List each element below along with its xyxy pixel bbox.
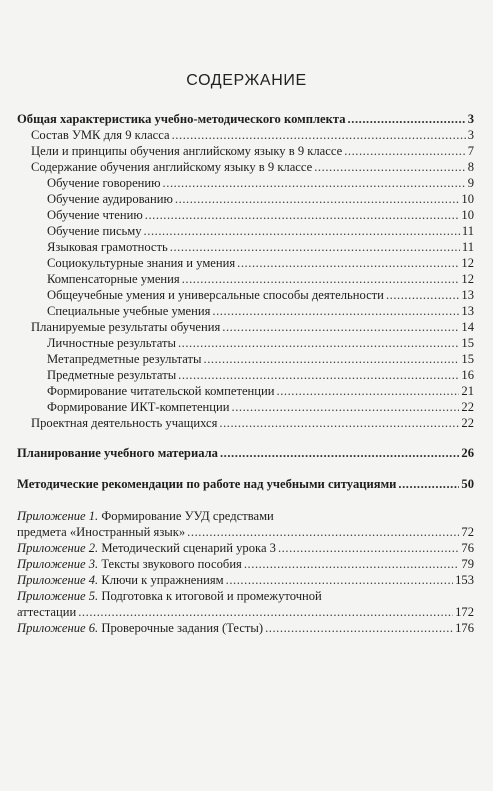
toc-entry-label: Формирование ИКТ-компетенции bbox=[47, 400, 230, 414]
leader-dots bbox=[178, 335, 459, 351]
leader-dots bbox=[278, 540, 459, 556]
toc-entry-label: Обучение говорению bbox=[47, 176, 161, 190]
toc-entry-appendix-5[interactable] bbox=[17, 588, 474, 604]
toc-entry-language-literacy[interactable] bbox=[47, 239, 474, 255]
toc-page-number: 12 bbox=[461, 256, 474, 270]
toc-entry-special-skills[interactable] bbox=[47, 303, 474, 319]
toc-page-number: 11 bbox=[461, 240, 474, 254]
toc-entry-label: Формирование читательской компетенции bbox=[47, 384, 275, 398]
toc-entry-appendix-5-cont[interactable] bbox=[17, 604, 474, 620]
toc-entry-label bbox=[17, 556, 242, 572]
appendix-title: Тексты звукового пособия bbox=[101, 557, 242, 571]
toc-entry-label: Методические рекомендации по работе над учебными ситуациями bbox=[17, 477, 397, 491]
leader-dots bbox=[172, 127, 466, 143]
leader-dots bbox=[145, 207, 460, 223]
toc-entry-material-planning[interactable] bbox=[17, 445, 474, 461]
appendix-title: Формирование УУД средствами bbox=[101, 509, 274, 523]
toc-entry-general-characteristics[interactable] bbox=[17, 111, 474, 127]
leader-dots bbox=[204, 351, 460, 367]
appendix-prefix: Приложение 3. bbox=[17, 557, 99, 571]
toc-entry-label: Цели и принципы обучения английскому языку в 9 классе bbox=[31, 144, 343, 158]
toc-entry-personal-results[interactable] bbox=[47, 335, 474, 351]
toc-entry-umk-composition[interactable] bbox=[31, 127, 474, 143]
toc-entry-listening[interactable] bbox=[47, 191, 474, 207]
leader-dots bbox=[182, 271, 460, 287]
toc-entry-appendix-1[interactable] bbox=[17, 508, 474, 524]
toc-entry-label: Специальные учебные умения bbox=[47, 304, 211, 318]
leader-dots bbox=[144, 223, 460, 239]
toc-entry-content-of-teaching[interactable] bbox=[31, 159, 474, 175]
toc-page-number: 10 bbox=[461, 208, 474, 222]
toc-page-number: 3 bbox=[467, 128, 474, 142]
toc-entry-speaking[interactable] bbox=[47, 175, 474, 191]
leader-dots bbox=[398, 476, 459, 492]
toc-entry-metasubject-results[interactable] bbox=[47, 351, 474, 367]
toc-page-number: 153 bbox=[455, 573, 474, 587]
toc-entry-label: Общеучебные умения и универсальные способы деятельности bbox=[47, 288, 384, 302]
appendix-title: Методический сценарий урока 3 bbox=[101, 541, 276, 555]
toc-page-number: 9 bbox=[467, 176, 474, 190]
toc-page-number: 72 bbox=[461, 525, 474, 539]
appendix-title: Проверочные задания (Тесты) bbox=[101, 621, 264, 635]
toc-page-number: 26 bbox=[461, 446, 474, 460]
toc-entry-label bbox=[17, 508, 274, 524]
leader-dots bbox=[386, 287, 459, 303]
appendix-prefix: Приложение 5. bbox=[17, 589, 99, 603]
toc-page-number: 22 bbox=[461, 416, 474, 430]
toc-page-number: 172 bbox=[455, 605, 474, 619]
toc-entry-methodical-recommendations[interactable] bbox=[17, 476, 474, 492]
toc-entry-label: Обучение письму bbox=[47, 224, 142, 238]
toc-page-number: 13 bbox=[461, 304, 474, 318]
leader-dots bbox=[219, 415, 459, 431]
leader-dots bbox=[244, 556, 460, 572]
toc-entry-goals-principles[interactable] bbox=[31, 143, 474, 159]
leader-dots bbox=[277, 383, 460, 399]
toc-page-number: 50 bbox=[461, 477, 474, 491]
toc-entry-subject-results[interactable] bbox=[47, 367, 474, 383]
toc-entry-label: Проектная деятельность учащихся bbox=[31, 416, 218, 430]
toc-entry-label: Личностные результаты bbox=[47, 336, 176, 350]
toc-entry-label: Содержание обучения английскому языку в 9 классе bbox=[31, 160, 313, 174]
toc-page-number: 14 bbox=[461, 320, 474, 334]
toc-entry-label: Метапредметные результаты bbox=[47, 352, 202, 366]
toc-entry-sociocultural[interactable] bbox=[47, 255, 474, 271]
toc-page-number: 22 bbox=[461, 400, 474, 414]
appendix-prefix: Приложение 2. bbox=[17, 541, 99, 555]
toc-page-number: 8 bbox=[467, 160, 474, 174]
toc-entry-label: Обучение чтению bbox=[47, 208, 143, 222]
toc-entry-label: аттестации bbox=[17, 605, 77, 619]
leader-dots bbox=[222, 319, 459, 335]
leader-dots bbox=[78, 604, 453, 620]
leader-dots bbox=[170, 239, 460, 255]
toc-page-number: 16 bbox=[461, 368, 474, 382]
toc-page-number: 15 bbox=[461, 352, 474, 366]
toc-page-number: 79 bbox=[461, 557, 474, 571]
page-title: СОДЕРЖАНИЕ bbox=[186, 72, 307, 89]
toc-page-number: 13 bbox=[461, 288, 474, 302]
toc-entry-writing[interactable] bbox=[47, 223, 474, 239]
appendix-prefix: Приложение 4. bbox=[17, 573, 99, 587]
toc-page-number: 7 bbox=[467, 144, 474, 158]
toc-entry-label bbox=[17, 620, 263, 636]
toc-entry-label: Компенсаторные умения bbox=[47, 272, 180, 286]
appendix-title: Ключи к упражнениям bbox=[101, 573, 224, 587]
leader-dots bbox=[232, 399, 460, 415]
toc-page-number: 15 bbox=[461, 336, 474, 350]
toc-entry-appendix-3[interactable] bbox=[17, 556, 474, 572]
toc-page-number: 12 bbox=[461, 272, 474, 286]
toc-entry-label: Предметные результаты bbox=[47, 368, 177, 382]
leader-dots bbox=[348, 111, 466, 127]
leader-dots bbox=[226, 572, 453, 588]
leader-dots bbox=[237, 255, 459, 271]
toc-entry-project-activity[interactable] bbox=[31, 415, 474, 431]
leader-dots bbox=[314, 159, 465, 175]
toc-entry-reading-competence[interactable] bbox=[47, 383, 474, 399]
toc-entry-label bbox=[17, 572, 224, 588]
leader-dots bbox=[265, 620, 453, 636]
toc-entry-label bbox=[17, 540, 276, 556]
toc-entry-appendix-6[interactable] bbox=[17, 620, 474, 636]
toc-entry-label: Обучение аудированию bbox=[47, 192, 173, 206]
toc-entry-reading[interactable] bbox=[47, 207, 474, 223]
leader-dots bbox=[163, 175, 466, 191]
toc-entry-appendix-2[interactable] bbox=[17, 540, 474, 556]
toc-entry-label: Общая характеристика учебно-методического комплекта bbox=[17, 112, 346, 126]
appendix-title: Подготовка к итоговой и промежуточной bbox=[101, 589, 322, 603]
toc-entry-label: Состав УМК для 9 класса bbox=[31, 128, 170, 142]
toc-entry-label bbox=[17, 588, 322, 604]
toc-entry-ict-competence[interactable] bbox=[47, 399, 474, 415]
toc-entry-label: Социокультурные знания и умения bbox=[47, 256, 236, 270]
toc-entry-label: предмета «Иностранный язык» bbox=[17, 525, 186, 539]
leader-dots bbox=[212, 303, 459, 319]
toc-page-number: 176 bbox=[455, 621, 474, 635]
leader-dots bbox=[187, 524, 459, 540]
toc-entry-label: Планируемые результаты обучения bbox=[31, 320, 221, 334]
toc-entry-label: Планирование учебного материала bbox=[17, 446, 218, 460]
toc-entry-general-learning-skills[interactable] bbox=[47, 287, 474, 303]
toc-entry-label: Языковая грамотность bbox=[47, 240, 168, 254]
leader-dots bbox=[178, 367, 459, 383]
leader-dots bbox=[344, 143, 466, 159]
toc-entry-planned-results[interactable] bbox=[31, 319, 474, 335]
appendix-prefix: Приложение 6. bbox=[17, 621, 99, 635]
toc-page-number: 21 bbox=[461, 384, 474, 398]
appendix-prefix: Приложение 1. bbox=[17, 509, 99, 523]
leader-dots bbox=[175, 191, 459, 207]
toc-page-number: 76 bbox=[461, 541, 474, 555]
toc-entry-compensatory[interactable] bbox=[47, 271, 474, 287]
toc-entry-appendix-1-cont[interactable] bbox=[17, 524, 474, 540]
leader-dots bbox=[220, 445, 459, 461]
toc-page-number: 3 bbox=[467, 112, 474, 126]
toc-page-number: 11 bbox=[461, 224, 474, 238]
toc-page-number: 10 bbox=[461, 192, 474, 206]
toc-entry-appendix-4[interactable] bbox=[17, 572, 474, 588]
